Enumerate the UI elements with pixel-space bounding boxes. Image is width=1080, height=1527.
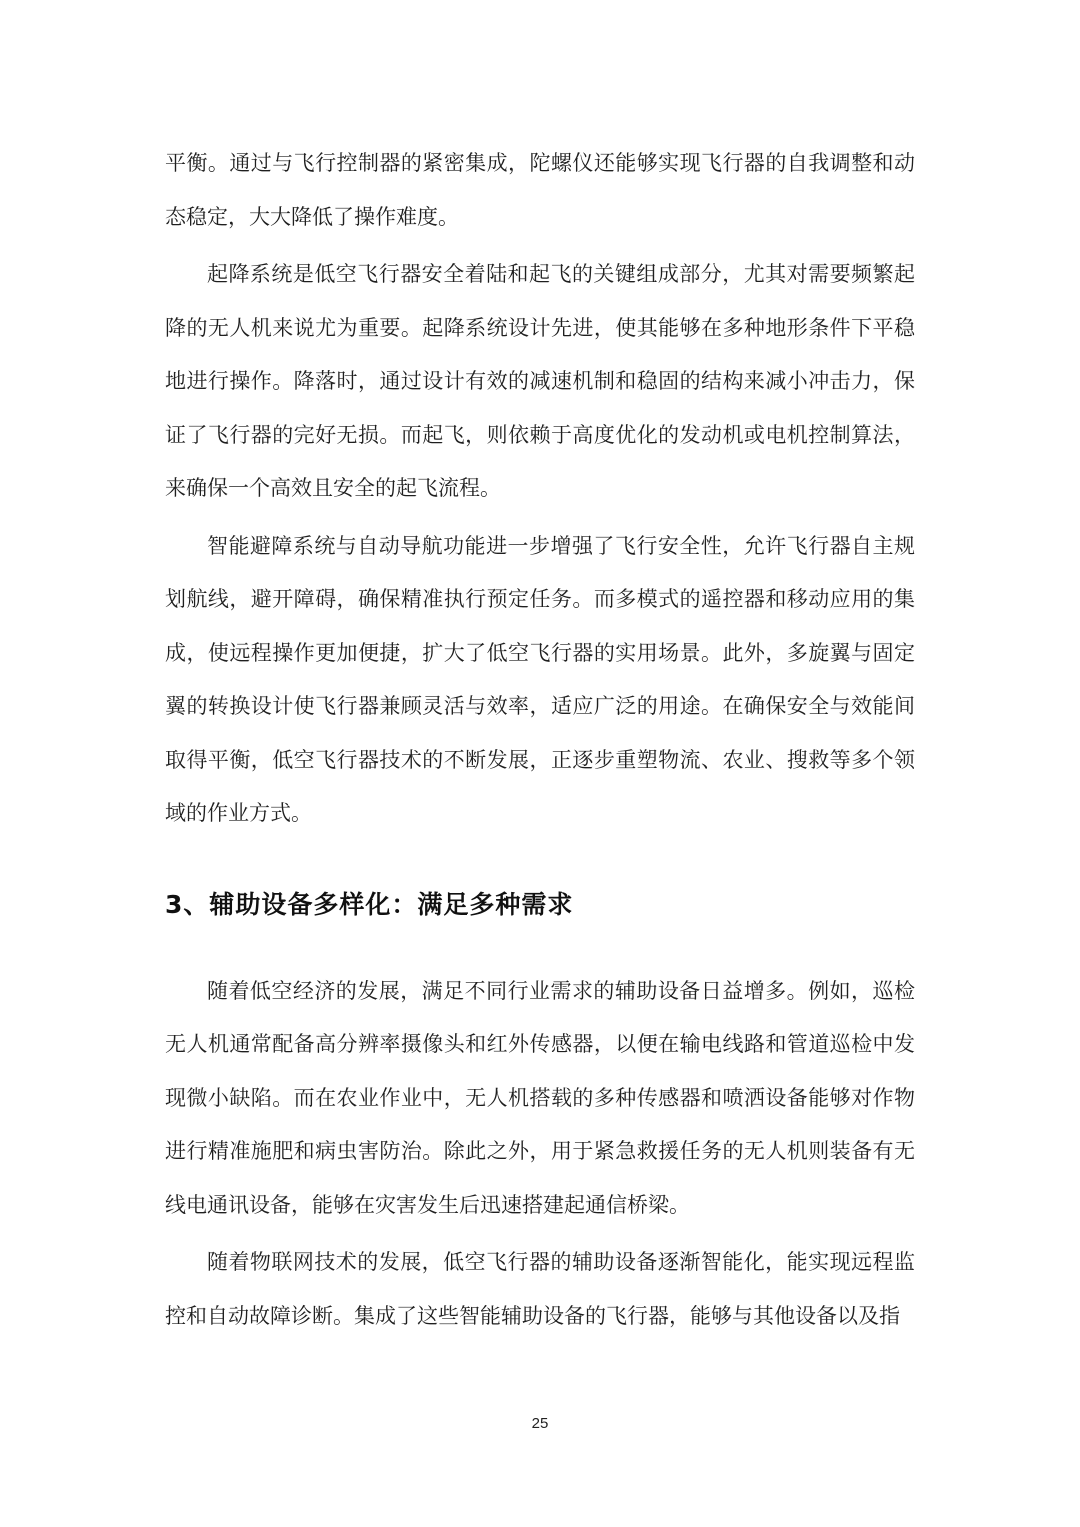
- paragraph-obstacle-avoidance: 智能避障系统与自动导航功能进一步增强了飞行安全性，允许飞行器自主规划航线，避开障碍，确保精准执行预定任务。而多模式的遥控器和移动应用的集成，使远程操作更加便捷，扩大了低空飞行器的实用场景。此外，多旋翼与固定翼的转换设计使飞行器兼顾灵活与效率，适应广泛的用途。在确保安全与效能间取得平衡，低空飞行器技术的不断发展，正逐步重塑物流、农业、搜救等多个领域的作业方式。: [165, 533, 915, 825]
- paragraph-gyroscope-continuation: 平衡。通过与飞行控制器的紧密集成，陀螺仪还能够实现飞行器的自我调整和动态稳定，大大降低了操作难度。: [165, 151, 915, 229]
- paragraph-landing-system: 起降系统是低空飞行器安全着陆和起飞的关键组成部分，尤其对需要频繁起降的无人机来说尤为重要。起降系统设计先进，使其能够在多种地形条件下平稳地进行操作。降落时，通过设计有效的减速机制和稳固的结构来减小冲击力，保证了飞行器的完好无损。而起飞，则依赖于高度优化的发动机或电机控制算法，来确保一个高效且安全的起飞流程。: [165, 262, 915, 500]
- section-heading: 3、辅助设备多样化：满足多种需求: [165, 889, 574, 919]
- document-body: [165, 137, 915, 1343]
- page-number: 25: [531, 1415, 549, 1432]
- paragraph-auxiliary-equipment: 随着低空经济的发展，满足不同行业需求的辅助设备日益增多。例如，巡检无人机通常配备高分辨率摄像头和红外传感器，以便在输电线路和管道巡检中发现微小缺陷。而在农业作业中，无人机搭载的多种传感器和喷洒设备能够对作物进行精准施肥和病虫害防治。除此之外，用于紧急救援任务的无人机则装备有无线电通讯设备，能够在灾害发生后迅速搭建起通信桥梁。: [165, 978, 915, 1217]
- paragraph-iot-development: 随着物联网技术的发展，低空飞行器的辅助设备逐渐智能化，能实现远程监控和自动故障诊断。集成了这些智能辅助设备的飞行器，能够与其他设备以及指: [165, 1250, 915, 1328]
